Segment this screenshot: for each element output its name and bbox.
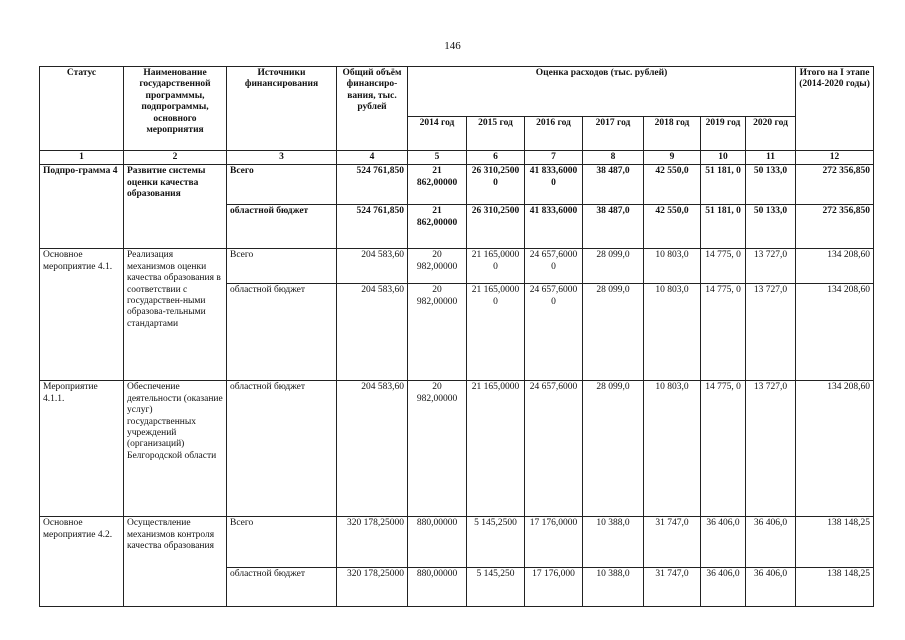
header-year: 2015 год — [467, 117, 525, 151]
value-cell: 20 982,00000 — [408, 381, 467, 517]
total-cell: 204 583,60 — [337, 284, 408, 381]
status-cell: Мероприятие 4.1.1. — [40, 381, 124, 517]
value-cell: 14 775, 0 — [701, 381, 746, 517]
value-cell: 10 388,0 — [583, 568, 644, 607]
value-cell: 14 775, 0 — [701, 249, 746, 284]
value-cell: 38 487,0 — [583, 165, 644, 205]
table-row — [40, 381, 874, 517]
value-cell: 10 388,0 — [583, 517, 644, 568]
value-cell: 21 165,0000 0 — [467, 284, 525, 381]
header-sources: Источники финансирования — [227, 67, 337, 151]
value-cell: 21 165,0000 0 — [467, 249, 525, 284]
header-name: Наименование государственной программмы, подпрограммы, основного мероприятия — [124, 67, 227, 151]
source-cell: областной бюджет — [227, 284, 337, 381]
value-cell: 50 133,0 — [746, 205, 796, 249]
header-year: 2016 год — [525, 117, 583, 151]
name-cell: Реализация механизмов оценки качества образования в соответствии с государствен-ными образова-тельными стандартами — [124, 249, 227, 381]
column-number: 10 — [701, 151, 746, 165]
header-estimate: Оценка расходов (тыс. рублей) — [408, 67, 796, 117]
value-cell: 880,00000 — [408, 568, 467, 607]
header-year: 2017 год — [583, 117, 644, 151]
stage-total-cell: 272 356,850 — [796, 165, 874, 205]
stage-total-cell: 134 208,60 — [796, 249, 874, 284]
value-cell: 50 133,0 — [746, 165, 796, 205]
column-number: 6 — [467, 151, 525, 165]
value-cell: 14 775, 0 — [701, 284, 746, 381]
value-cell: 13 727,0 — [746, 381, 796, 517]
value-cell: 24 657,6000 0 — [525, 284, 583, 381]
column-number: 2 — [124, 151, 227, 165]
column-number: 4 — [337, 151, 408, 165]
source-cell: Всего — [227, 165, 337, 205]
header-year: 2020 год — [746, 117, 796, 151]
source-cell: областной бюджет — [227, 381, 337, 517]
status-cell: Подпро-грамма 4 — [40, 165, 124, 249]
value-cell: 28 099,0 — [583, 249, 644, 284]
name-cell: Осуществление механизмов контроля качества образования — [124, 517, 227, 607]
value-cell: 17 176,000 — [525, 568, 583, 607]
value-cell: 42 550,0 — [644, 205, 701, 249]
stage-total-cell: 272 356,850 — [796, 205, 874, 249]
value-cell: 21 862,00000 — [408, 205, 467, 249]
source-cell: Всего — [227, 249, 337, 284]
header-total: Общий объём финансиро-вания, тыс. рублей — [337, 67, 408, 151]
value-cell: 28 099,0 — [583, 284, 644, 381]
total-cell: 320 178,25000 — [337, 568, 408, 607]
value-cell: 36 406,0 — [701, 568, 746, 607]
column-number: 11 — [746, 151, 796, 165]
value-cell: 5 145,250 — [467, 568, 525, 607]
header-year: 2018 год — [644, 117, 701, 151]
value-cell: 41 833,6000 0 — [525, 165, 583, 205]
column-number: 5 — [408, 151, 467, 165]
value-cell: 10 803,0 — [644, 249, 701, 284]
value-cell: 21 165,0000 — [467, 381, 525, 517]
column-number: 7 — [525, 151, 583, 165]
header-year: 2014 год — [408, 117, 467, 151]
value-cell: 880,00000 — [408, 517, 467, 568]
total-cell: 320 178,25000 — [337, 517, 408, 568]
total-cell: 204 583,60 — [337, 381, 408, 517]
value-cell: 51 181, 0 — [701, 165, 746, 205]
table-row — [40, 249, 874, 284]
table-row — [40, 517, 874, 568]
header-stage-total: Итого на I этапе (2014-2020 годы) — [796, 67, 874, 151]
value-cell: 21 862,00000 — [408, 165, 467, 205]
value-cell: 51 181, 0 — [701, 205, 746, 249]
source-cell: областной бюджет — [227, 568, 337, 607]
page-number: 146 — [444, 40, 461, 52]
value-cell: 20 982,00000 — [408, 284, 467, 381]
value-cell: 36 406,0 — [746, 568, 796, 607]
name-cell: Обеспечение деятельности (оказание услуг) государственных учреждений (организаций) Белгородской области — [124, 381, 227, 517]
value-cell: 17 176,0000 — [525, 517, 583, 568]
stage-total-cell: 134 208,60 — [796, 381, 874, 517]
header-status: Статус — [40, 67, 124, 151]
value-cell: 10 803,0 — [644, 381, 701, 517]
value-cell: 5 145,2500 — [467, 517, 525, 568]
value-cell: 31 747,0 — [644, 568, 701, 607]
total-cell: 524 761,850 — [337, 205, 408, 249]
column-number: 8 — [583, 151, 644, 165]
value-cell: 38 487,0 — [583, 205, 644, 249]
value-cell: 10 803,0 — [644, 284, 701, 381]
value-cell: 41 833,6000 — [525, 205, 583, 249]
value-cell: 26 310,2500 — [467, 205, 525, 249]
value-cell: 24 657,6000 0 — [525, 249, 583, 284]
budget-table — [39, 66, 874, 607]
value-cell: 31 747,0 — [644, 517, 701, 568]
value-cell: 13 727,0 — [746, 249, 796, 284]
stage-total-cell: 134 208,60 — [796, 284, 874, 381]
value-cell: 36 406,0 — [746, 517, 796, 568]
table-row — [40, 165, 874, 205]
header-year: 2019 год — [701, 117, 746, 151]
value-cell: 28 099,0 — [583, 381, 644, 517]
source-cell: областной бюджет — [227, 205, 337, 249]
value-cell: 26 310,2500 0 — [467, 165, 525, 205]
column-number: 12 — [796, 151, 874, 165]
total-cell: 204 583,60 — [337, 249, 408, 284]
stage-total-cell: 138 148,25 — [796, 517, 874, 568]
status-cell: Основное мероприятие 4.1. — [40, 249, 124, 381]
column-number: 3 — [227, 151, 337, 165]
column-number: 9 — [644, 151, 701, 165]
total-cell: 524 761,850 — [337, 165, 408, 205]
value-cell: 20 982,00000 — [408, 249, 467, 284]
value-cell: 36 406,0 — [701, 517, 746, 568]
source-cell: Всего — [227, 517, 337, 568]
name-cell: Развитие системы оценки качества образования — [124, 165, 227, 249]
stage-total-cell: 138 148,25 — [796, 568, 874, 607]
value-cell: 24 657,6000 — [525, 381, 583, 517]
value-cell: 13 727,0 — [746, 284, 796, 381]
status-cell: Основное мероприятие 4.2. — [40, 517, 124, 607]
column-number-row — [40, 151, 874, 165]
column-number: 1 — [40, 151, 124, 165]
value-cell: 42 550,0 — [644, 165, 701, 205]
